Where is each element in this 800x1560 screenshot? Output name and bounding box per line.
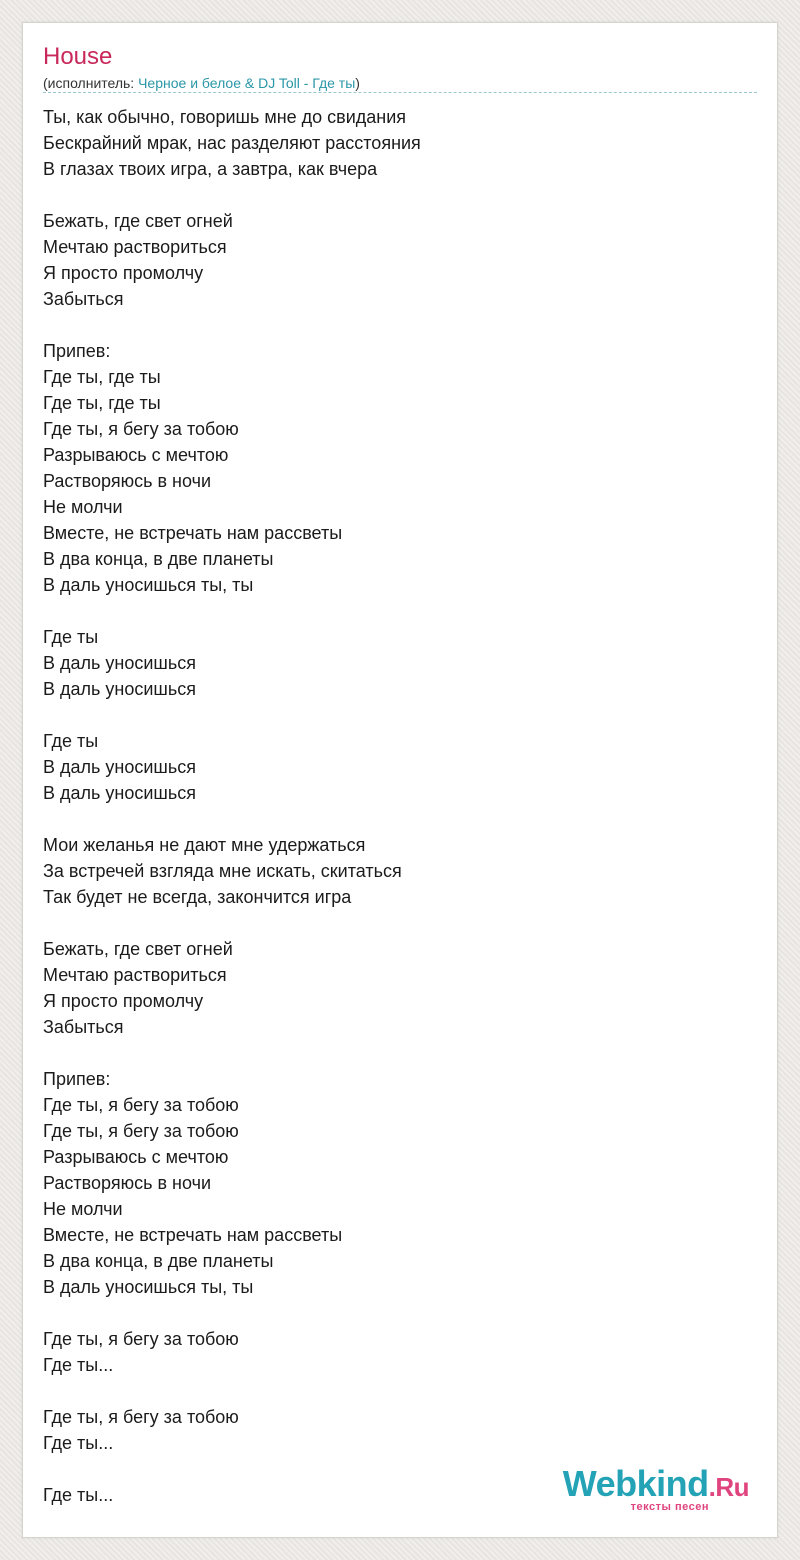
- lyric-line: Где ты, я бегу за тобою: [43, 1329, 239, 1349]
- lyric-blank-line: [43, 702, 743, 728]
- lyric-line: В два конца, в две планеты: [43, 1251, 274, 1271]
- lyric-line: Мои желанья не дают мне удержаться: [43, 835, 366, 855]
- lyric-blank-line: [43, 1300, 743, 1326]
- lyric-line: Не молчи: [43, 1199, 123, 1219]
- lyric-line: В даль уносишься ты, ты: [43, 1277, 254, 1297]
- song-title: House: [43, 43, 113, 70]
- logo-tld: .Ru: [708, 1472, 749, 1502]
- lyric-line: Мечтаю раствориться: [43, 965, 227, 985]
- lyric-line: В даль уносишься: [43, 653, 196, 673]
- lyric-line: Мечтаю раствориться: [43, 237, 227, 257]
- lyric-line: Вместе, не встречать нам рассветы: [43, 523, 343, 543]
- logo-tagline: тексты песен: [630, 1501, 709, 1513]
- lyric-line: Где ты, где ты: [43, 367, 161, 387]
- lyric-line: Растворяюсь в ночи: [43, 1173, 212, 1193]
- lyric-line: В два конца, в две планеты: [43, 549, 274, 569]
- site-logo[interactable]: [549, 1465, 749, 1513]
- lyric-line: Где ты...: [43, 1433, 114, 1453]
- lyric-blank-line: [43, 598, 743, 624]
- performer-prefix: (исполнитель:: [43, 75, 139, 91]
- lyric-line: Так будет не всегда, закончится игра: [43, 887, 352, 907]
- lyric-line: Разрываюсь с мечтою: [43, 1147, 229, 1167]
- lyric-line: В даль уносишься: [43, 783, 196, 803]
- song-subtitle: [43, 74, 360, 92]
- lyric-line: Где ты...: [43, 1485, 114, 1505]
- lyric-line: Где ты, я бегу за тобою: [43, 419, 239, 439]
- lyric-line: Вместе, не встречать нам рассветы: [43, 1225, 343, 1245]
- lyric-line: Бежать, где свет огней: [43, 211, 233, 231]
- lyric-line: Забыться: [43, 1017, 124, 1037]
- lyric-line: Где ты, я бегу за тобою: [43, 1095, 239, 1115]
- lyric-line: Где ты, я бегу за тобою: [43, 1121, 239, 1141]
- lyric-line: В глазах твоих игра, а завтра, как вчера: [43, 159, 378, 179]
- lyric-line: Забыться: [43, 289, 124, 309]
- lyric-blank-line: [43, 1378, 743, 1404]
- lyric-line: За встречей взгляда мне искать, скитаться: [43, 861, 402, 881]
- lyric-line: Где ты: [43, 627, 99, 647]
- lyric-line: Где ты...: [43, 1355, 114, 1375]
- performer-suffix: ): [355, 75, 360, 91]
- lyrics-card: [22, 22, 778, 1538]
- lyric-line: Растворяюсь в ночи: [43, 471, 212, 491]
- lyric-line: В даль уносишься: [43, 757, 196, 777]
- lyric-line: Где ты, где ты: [43, 393, 161, 413]
- lyric-line: В даль уносишься: [43, 679, 196, 699]
- lyric-line: Бежать, где свет огней: [43, 939, 233, 959]
- lyrics-text: [43, 104, 743, 1508]
- lyric-line: Разрываюсь с мечтою: [43, 445, 229, 465]
- lyric-line: Бескрайний мрак, нас разделяют расстояния: [43, 133, 421, 153]
- lyric-line: В даль уносишься ты, ты: [43, 575, 254, 595]
- logo-wordmark: [563, 1465, 749, 1506]
- dotted-divider: [43, 92, 757, 93]
- lyric-line: Не молчи: [43, 497, 123, 517]
- lyric-line: Где ты: [43, 731, 99, 751]
- logo-name: Webkind: [562, 1463, 709, 1504]
- artist-link[interactable]: Черное и белое & DJ Toll - Где ты: [138, 75, 356, 91]
- lyric-line: Припев:: [43, 341, 111, 361]
- lyric-blank-line: [43, 312, 743, 338]
- lyric-blank-line: [43, 1040, 743, 1066]
- lyric-line: Ты, как обычно, говоришь мне до свидания: [43, 107, 407, 127]
- lyric-line: Я просто промолчу: [43, 263, 204, 283]
- lyric-line: Где ты, я бегу за тобою: [43, 1407, 239, 1427]
- lyric-blank-line: [43, 806, 743, 832]
- lyric-line: Я просто промолчу: [43, 991, 204, 1011]
- lyric-blank-line: [43, 910, 743, 936]
- lyric-line: Припев:: [43, 1069, 111, 1089]
- lyric-blank-line: [43, 182, 743, 208]
